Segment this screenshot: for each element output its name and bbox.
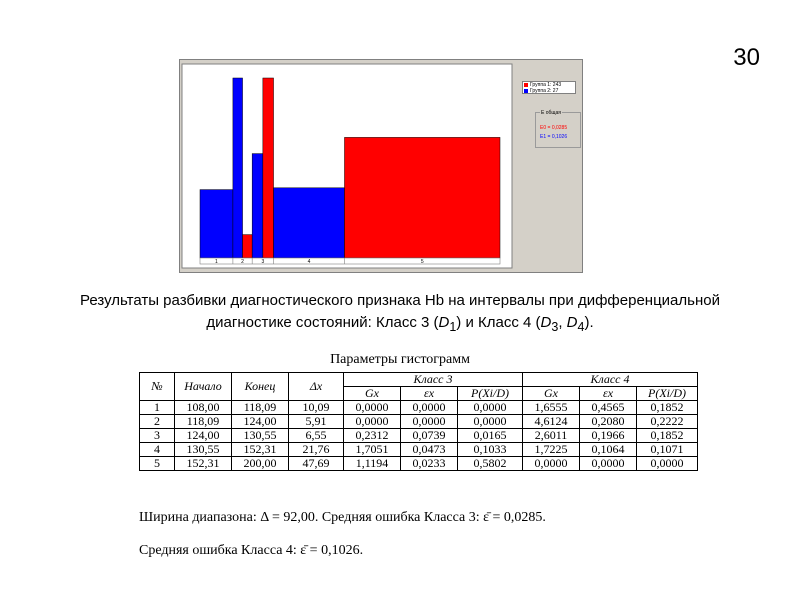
slide-number: 30 bbox=[733, 44, 760, 71]
bar-group2-interval-3 bbox=[252, 154, 263, 258]
col-header-start: Начало bbox=[175, 373, 232, 401]
range-width-note: Ширина диапазона: Δ = 92,00. Средняя ошибка Класса 3: ε̄ = 0,0285. bbox=[139, 510, 546, 525]
bar-group2-interval-2 bbox=[233, 78, 243, 258]
interval-axis bbox=[200, 258, 500, 264]
bar-group2-interval-1 bbox=[200, 190, 233, 258]
error-panel-title: E общая bbox=[541, 110, 561, 116]
histogram-chart bbox=[179, 59, 583, 273]
bar-group1-interval-3 bbox=[263, 78, 274, 258]
table-row: 1 108,00 118,09 10,09 0,0000 0,0000 0,0000 1,6555 0,4565 0,1852 bbox=[140, 401, 698, 415]
table-row: 5 152,31 200,00 47,69 1,1194 0,0233 0,5802 0,0000 0,0000 0,0000 bbox=[140, 457, 698, 471]
chart-legend bbox=[522, 81, 576, 94]
histogram-params-table bbox=[139, 372, 698, 471]
col-header-delta: Δx bbox=[289, 373, 344, 401]
interval-label-3: 3 bbox=[261, 259, 265, 265]
caption-line2: диагностике состояний: Класс 3 $(D_1)$ и Класс 4 ($D_3$, $D_4$). bbox=[206, 314, 594, 334]
legend-entry-group2 bbox=[524, 88, 574, 94]
error-e0: E0 = 0,0285 bbox=[540, 125, 568, 131]
caption-line1: Результаты разбивки диагностического признака Hb на интервалы при дифференциальной bbox=[80, 292, 720, 309]
bar-group2-interval-4 bbox=[274, 188, 345, 258]
bar-group1-interval-2 bbox=[243, 235, 253, 258]
col-header-e3: εx bbox=[401, 387, 458, 401]
table-title: Параметры гистограмм bbox=[330, 352, 470, 367]
error-e1: E1 = 0,1026 bbox=[540, 134, 568, 140]
figure-caption bbox=[40, 290, 760, 338]
interval-label-1: 1 bbox=[215, 259, 218, 265]
error-panel bbox=[535, 112, 581, 148]
col-header-no: № bbox=[140, 373, 175, 401]
table-row: 4 130,55 152,31 21,76 1,7051 0,0473 0,1033 1,7225 0,1064 0,1071 bbox=[140, 443, 698, 457]
col-header-p4: P(Xi/D) bbox=[637, 387, 698, 401]
col-header-g4: Gx bbox=[523, 387, 580, 401]
col-header-class3: Класс 3 bbox=[344, 373, 523, 387]
table-header-row-1 bbox=[140, 373, 698, 387]
legend-swatch-blue bbox=[524, 89, 528, 93]
class4-error-note: Средняя ошибка Класса 4: ε̄ = 0,1026. bbox=[139, 543, 364, 558]
col-header-g3: Gx bbox=[344, 387, 401, 401]
table-row: 3 124,00 130,55 6,55 0,2312 0,0739 0,0165 2,6011 0,1966 0,1852 bbox=[140, 429, 698, 443]
col-header-end: Конец bbox=[232, 373, 289, 401]
table-row: 2 118,09 124,00 5,91 0,0000 0,0000 0,0000 4,6124 0,2080 0,2222 bbox=[140, 415, 698, 429]
legend-label-group1: Группа 1: 243 bbox=[530, 82, 562, 88]
interval-label-5: 5 bbox=[420, 259, 424, 265]
legend-label-group2: Группа 2: 27 bbox=[530, 88, 559, 94]
col-header-e4: εx bbox=[580, 387, 637, 401]
bar-group1-interval-5 bbox=[344, 137, 500, 258]
col-header-class4: Класс 4 bbox=[523, 373, 698, 387]
legend-swatch-red bbox=[524, 83, 528, 87]
interval-label-4: 4 bbox=[307, 259, 311, 265]
col-header-p3: P(Xi/D) bbox=[458, 387, 523, 401]
interval-label-2: 2 bbox=[241, 259, 244, 265]
